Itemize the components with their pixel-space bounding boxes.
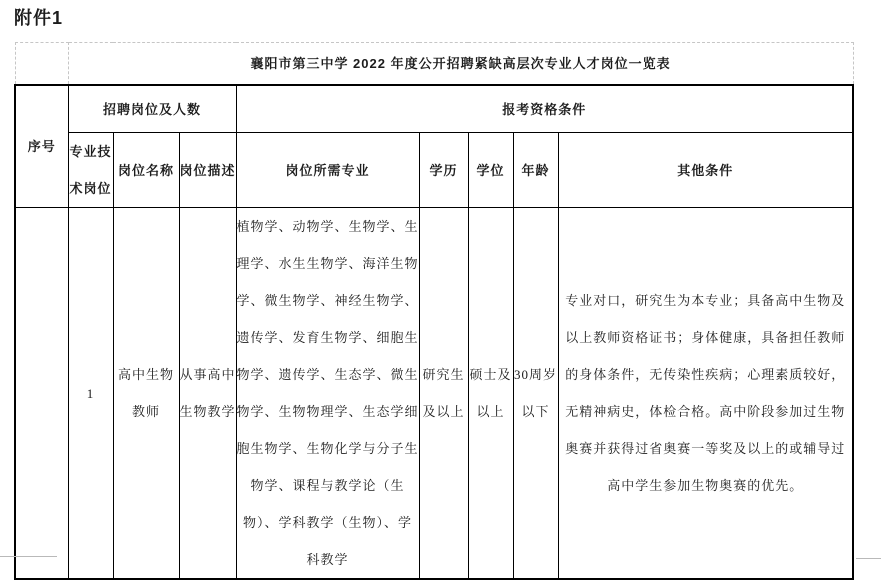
attachment-label: 附件1 <box>14 8 64 28</box>
table-title: 襄阳市第三中学 2022 年度公开招聘紧缺高层次专业人才岗位一览表 <box>68 43 853 86</box>
header-serial: 序号 <box>15 85 68 208</box>
header-post-desc: 岗位描述 <box>179 133 236 208</box>
header-column-row <box>15 133 853 208</box>
table-resize-artifact-right <box>856 558 881 559</box>
table-row <box>15 208 853 580</box>
header-degree: 学位 <box>468 133 513 208</box>
header-post-name: 岗位名称 <box>113 133 179 208</box>
header-group-qualification: 报考资格条件 <box>236 85 853 133</box>
recruitment-table <box>14 42 854 580</box>
title-left-spacer-cell <box>15 43 68 86</box>
header-group-recruit: 招聘岗位及人数 <box>68 85 236 133</box>
cell-other-conditions: 专业对口，研究生为本专业；具备高中生物及以上教师资格证书；身体健康，具备担任教师的身体条件，无传染性疾病；心理素质较好，无精神病史，体检合格。高中阶段参加过生物奥赛并获得过省奥赛一等奖及以上的或辅导过高中学生参加生物奥赛的优先。 <box>558 208 853 580</box>
header-majors: 岗位所需专业 <box>236 133 419 208</box>
header-age: 年龄 <box>513 133 558 208</box>
header-group-row <box>15 85 853 133</box>
cell-post-desc: 从事高中生物教学 <box>179 208 236 580</box>
cell-post-name: 高中生物教师 <box>113 208 179 580</box>
header-other: 其他条件 <box>558 133 853 208</box>
cell-serial <box>15 208 68 580</box>
cell-age: 30周岁以下 <box>513 208 558 580</box>
header-post-type: 专业技术岗位 <box>68 133 113 208</box>
table-resize-artifact-left <box>0 556 57 557</box>
cell-education: 研究生及以上 <box>419 208 468 580</box>
table-title-row <box>15 43 853 86</box>
cell-degree: 硕士及以上 <box>468 208 513 580</box>
cell-post-count: 1 <box>68 208 113 580</box>
header-education: 学历 <box>419 133 468 208</box>
cell-majors: 植物学、动物学、生物学、生理学、水生生物学、海洋生物学、微生物学、神经生物学、遗传学、发育生物学、细胞生物学、遗传学、生态学、微生物学、生物物理学、生态学细胞生物学、生物化学与分子生物学、课程与教学论（生物）、学科教学（生物）、学科教学 <box>236 208 419 580</box>
